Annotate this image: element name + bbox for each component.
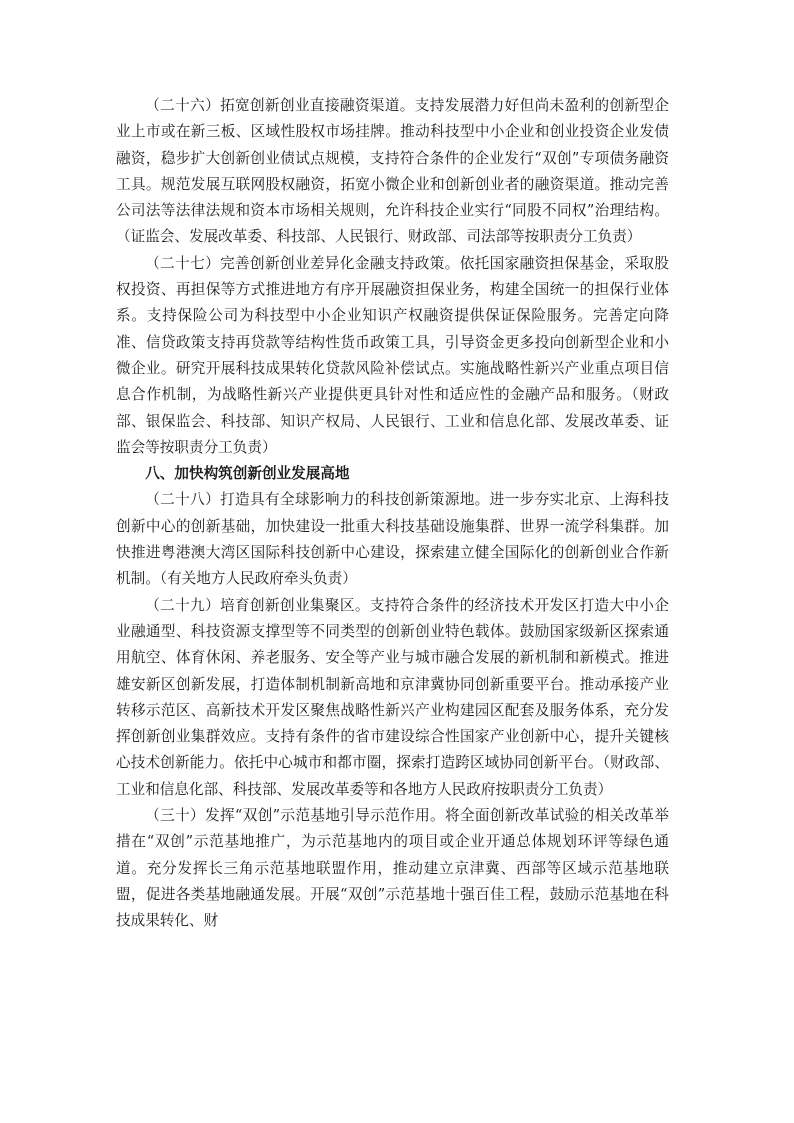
paragraph-30: （三十）发挥“双创”示范基地引导示范作用。将全面创新改革试验的相关改革举措在“双创”示范基地推广，为示范基地内的项目或企业开通总体规划环评等绿色通道。充分发挥长三角示范基地联盟作用，推动建立京津冀、西部等区域示范基地联盟，促进各类基地融通发展。开展“双创”示范基地十强百佳工程，鼓励示范基地在科技成果转化、财 (116, 807, 669, 930)
document-body (116, 93, 669, 935)
paragraph-27: （二十七）完善创新创业差异化金融支持政策。依托国家融资担保基金，采取股权投资、再担保等方式推进地方有序开展融资担保业务，构建全国统一的担保行业体系。支持保险公司为科技型中小企业知识产权融资提供保证保险服务。完善定向降准、信贷政策支持再贷款等结构性货币政策工具，引导资金更多投向创新型企业和小微企业。研究开展科技成果转化贷款风险补偿试点。实施战略性新兴产业重点项目信息合作机制，为战略性新兴产业提供更具针对性和适应性的金融产品和服务。（财政部、银保监会、科技部、知识产权局、人民银行、工业和信息化部、发展改革委、证监会等按职责分工负责） (116, 254, 669, 456)
paragraph-26: （二十六）拓宽创新创业直接融资渠道。支持发展潜力好但尚未盈利的创新型企业上市或在新三板、区域性股权市场挂牌。推动科技型中小企业和创业投资企业发债融资，稳步扩大创新创业债试点规模，支持符合条件的企业发行“双创”专项债务融资工具。规范发展互联网股权融资，拓宽小微企业和创新创业者的融资渠道。推动完善公司法等法律法规和资本市场相关规则，允许科技企业实行“同股不同权”治理结构。（证监会、发展改革委、科技部、人民银行、财政部、司法部等按职责分工负责） (116, 97, 669, 246)
paragraph-28: （二十八）打造具有全球影响力的科技创新策源地。进一步夯实北京、上海科技创新中心的创新基础，加快建设一批重大科技基础设施集群、世界一流学科集群。加快推进粤港澳大湾区国际科技创新中心建设，探索建立健全国际化的创新创业合作新机制。（有关地方人民政府牵头负责） (116, 491, 669, 588)
section-heading: 八、加快构筑创新创业发展高地 (145, 465, 350, 483)
paragraph-29: （二十九）培育创新创业集聚区。支持符合条件的经济技术开发区打造大中小企业融通型、科技资源支撑型等不同类型的创新创业特色载体。鼓励国家级新区探索通用航空、体育休闲、养老服务、安全等产业与城市融合发展的新机制和新模式。推进雄安新区创新发展，打造体制机制新高地和京津冀协同创新重要平台。推动承接产业转移示范区、高新技术开发区聚焦战略性新兴产业构建园区配套及服务体系，充分发挥创新创业集群效应。支持有条件的省市建设综合性国家产业创新中心，提升关键核心技术创新能力。依托中心城市和都市圈，探索打造跨区域协同创新平台。（财政部、工业和信息化部、科技部、发展改革委等和各地方人民政府按职责分工负责） (116, 596, 669, 798)
